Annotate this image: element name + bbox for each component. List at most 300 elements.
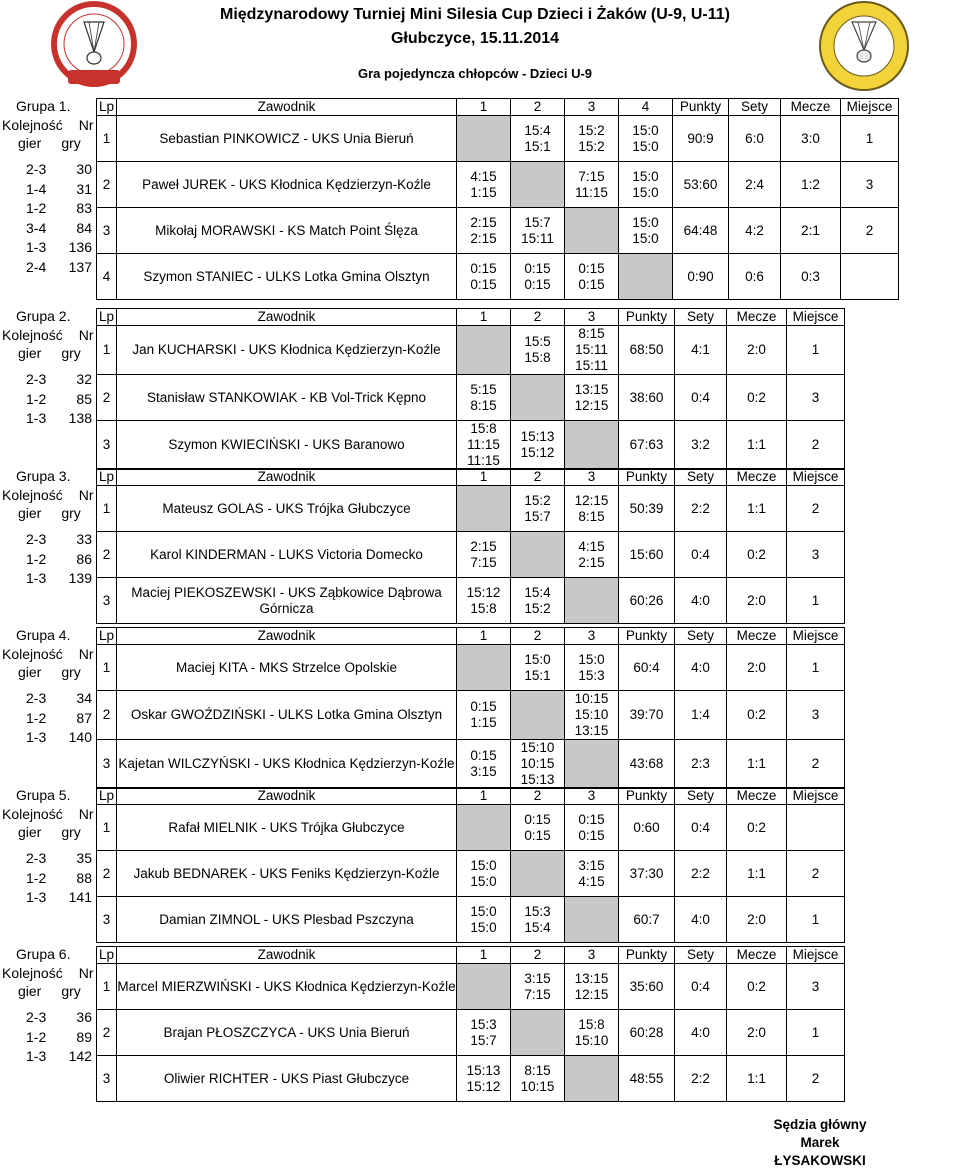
match-score: 8:15 15:11 15:11	[565, 326, 619, 375]
game-order-header	[2, 645, 96, 681]
diagonal-cell	[511, 851, 565, 897]
player-lp: 1	[97, 645, 117, 691]
category-title: Gra pojedyncza chłopców - Dzieci U-9	[357, 66, 593, 81]
player-place: 2	[787, 486, 845, 532]
player-matches: 2:1	[781, 208, 841, 254]
header-points: Punkty	[619, 469, 675, 486]
player-place: 2	[787, 421, 845, 470]
player-name: Oskar GWOŹDZIŃSKI - ULKS Lotka Gmina Olsztyn	[117, 691, 457, 740]
gry-label: gry	[61, 345, 81, 361]
group-label: Grupa 6.	[16, 946, 71, 962]
header-opponent-1: 1	[457, 309, 511, 326]
header-lp: Lp	[97, 309, 117, 326]
game-order-row	[0, 370, 96, 389]
results-table	[96, 627, 845, 789]
header-opponent-2: 2	[511, 469, 565, 486]
match-score: 15:4 15:2	[511, 578, 565, 624]
player-lp: 2	[97, 691, 117, 740]
player-sets: 4:0	[675, 1010, 727, 1056]
results-table	[96, 787, 845, 943]
game-order-row	[0, 689, 96, 708]
opolski-oddzial-logo	[808, 0, 918, 92]
player-sets: 0:4	[675, 532, 727, 578]
match-score: 4:15 2:15	[565, 532, 619, 578]
header-matches: Mecze	[781, 99, 841, 116]
player-place: 1	[787, 326, 845, 375]
player-lp: 3	[97, 1056, 117, 1102]
match-score: 15:4 15:1	[511, 116, 565, 162]
player-sets: 0:4	[675, 805, 727, 851]
game-number: 88	[76, 869, 92, 886]
results-table	[96, 468, 845, 624]
game-number: 36	[76, 1009, 92, 1025]
match-score: 2:15 7:15	[457, 532, 511, 578]
player-lp: 1	[97, 326, 117, 375]
match-score: 3:15 7:15	[511, 964, 565, 1010]
player-sets: 2:2	[675, 486, 727, 532]
gier-label: gier	[18, 664, 42, 680]
match-score: 15:8 15:10	[565, 1010, 619, 1056]
game-pair: 1-3	[26, 570, 47, 586]
player-matches: 1:1	[727, 1056, 787, 1102]
game-pair: 1-3	[26, 410, 47, 426]
player-points: 64:48	[673, 208, 729, 254]
player-name: Jakub BEDNAREK - UKS Feniks Kędzierzyn-Koźle	[117, 851, 457, 897]
header-opponent-3: 3	[565, 469, 619, 486]
game-order-row	[0, 258, 96, 277]
match-score: 0:15 0:15	[511, 254, 565, 300]
player-name: Brajan PŁOSZCZYCA - UKS Unia Bieruń	[117, 1010, 457, 1056]
header-player: Zawodnik	[117, 628, 457, 645]
game-number: 84	[76, 219, 92, 236]
player-sets: 2:2	[675, 1056, 727, 1102]
match-score: 15:12 15:8	[457, 578, 511, 624]
player-row	[97, 805, 845, 851]
player-matches: 0:3	[781, 254, 841, 300]
player-row	[97, 578, 845, 624]
player-lp: 3	[97, 740, 117, 789]
judge-name: Marek ŁYSAKOWSKI	[774, 1135, 866, 1168]
match-score: 15:3 15:4	[511, 897, 565, 943]
game-order-header	[2, 486, 96, 522]
header-matches: Mecze	[727, 788, 787, 805]
player-place: 1	[787, 1010, 845, 1056]
kolejnosc-label: Kolejność	[2, 965, 63, 981]
game-number: 137	[68, 258, 92, 275]
player-points: 43:68	[619, 740, 675, 789]
player-place	[787, 805, 845, 851]
player-points: 15:60	[619, 532, 675, 578]
group-label: Grupa 4.	[16, 627, 71, 643]
player-row	[97, 486, 845, 532]
player-sets: 4:2	[729, 208, 781, 254]
match-score: 15:0 15:0	[619, 116, 673, 162]
player-row	[97, 326, 845, 375]
player-matches: 3:0	[781, 116, 841, 162]
header-player: Zawodnik	[117, 788, 457, 805]
header-opponent-2: 2	[511, 99, 565, 116]
diagonal-cell	[511, 532, 565, 578]
game-order-row	[0, 849, 96, 868]
header-opponent-3: 3	[565, 628, 619, 645]
player-sets: 4:0	[675, 578, 727, 624]
header-points: Punkty	[619, 788, 675, 805]
player-lp: 3	[97, 421, 117, 470]
nr-label: Nr	[78, 965, 94, 981]
player-place: 2	[787, 851, 845, 897]
game-number: 138	[68, 410, 92, 426]
header-lp: Lp	[97, 628, 117, 645]
game-order-row	[0, 709, 96, 728]
player-place: 1	[787, 578, 845, 624]
player-name: Rafał MIELNIK - UKS Trójka Głubczyce	[117, 805, 457, 851]
player-place: 3	[787, 691, 845, 740]
header-lp: Lp	[97, 469, 117, 486]
game-pair: 2-3	[26, 531, 47, 547]
player-row	[97, 116, 899, 162]
gier-label: gier	[18, 505, 42, 521]
diagonal-cell	[619, 254, 673, 300]
player-sets: 2:4	[729, 162, 781, 208]
game-number: 34	[76, 690, 92, 706]
diagonal-cell	[457, 116, 511, 162]
match-score: 15:5 15:8	[511, 326, 565, 375]
header-opponent-3: 3	[565, 309, 619, 326]
player-matches: 1:1	[727, 851, 787, 897]
pzbad-logo	[40, 0, 138, 92]
game-order-row	[0, 390, 96, 409]
header-matches: Mecze	[727, 628, 787, 645]
header-opponent-1: 1	[457, 628, 511, 645]
player-points: 0:60	[619, 805, 675, 851]
player-lp: 1	[97, 964, 117, 1010]
diagonal-cell	[457, 805, 511, 851]
game-number: 33	[76, 531, 92, 547]
diagonal-cell	[565, 421, 619, 470]
group-label: Grupa 5.	[16, 787, 71, 803]
player-sets: 0:4	[675, 375, 727, 421]
gier-label: gier	[18, 824, 42, 840]
player-sets: 0:4	[675, 964, 727, 1010]
player-name: Oliwier RICHTER - UKS Piast Głubczyce	[117, 1056, 457, 1102]
game-order-header	[2, 116, 96, 152]
diagonal-cell	[511, 162, 565, 208]
player-lp: 2	[97, 162, 117, 208]
header-opponent-3: 3	[565, 947, 619, 964]
player-matches: 1:1	[727, 421, 787, 470]
game-pair: 1-3	[26, 729, 47, 745]
header-player: Zawodnik	[117, 469, 457, 486]
match-score: 15:0 15:3	[565, 645, 619, 691]
player-name: Marcel MIERZWIŃSKI - UKS Kłodnica Kędzierzyn-Koźle	[117, 964, 457, 1010]
game-pair: 1-3	[26, 889, 47, 905]
player-row	[97, 208, 899, 254]
match-score: 10:15 15:10 13:15	[565, 691, 619, 740]
match-score: 15:0 15:1	[511, 645, 565, 691]
player-name: Maciej PIEKOSZEWSKI - UKS Ząbkowice Dąbrowa Górnicza	[117, 578, 457, 624]
game-number: 142	[68, 1048, 92, 1064]
game-number: 85	[76, 390, 92, 407]
match-score: 15:3 15:7	[457, 1010, 511, 1056]
player-row	[97, 1010, 845, 1056]
game-pair: 1-3	[26, 1048, 47, 1064]
game-order-header	[2, 964, 96, 1000]
match-score: 0:15 0:15	[457, 254, 511, 300]
match-score: 15:2 15:2	[565, 116, 619, 162]
player-lp: 3	[97, 578, 117, 624]
game-number: 139	[68, 570, 92, 586]
judge-block	[760, 1116, 880, 1170]
player-row	[97, 645, 845, 691]
player-lp: 1	[97, 116, 117, 162]
header-place: Miejsce	[787, 788, 845, 805]
diagonal-cell	[457, 964, 511, 1010]
game-order-row	[0, 1047, 96, 1066]
diagonal-cell	[565, 208, 619, 254]
match-score: 0:15 0:15	[511, 805, 565, 851]
player-row	[97, 162, 899, 208]
player-row	[97, 254, 899, 300]
game-order-row	[0, 550, 96, 569]
game-number: 32	[76, 371, 92, 387]
player-place: 3	[787, 532, 845, 578]
game-order-row	[0, 530, 96, 549]
header-sets: Sety	[675, 309, 727, 326]
player-place: 1	[841, 116, 899, 162]
player-matches: 2:0	[727, 645, 787, 691]
player-points: 48:55	[619, 1056, 675, 1102]
header-place: Miejsce	[787, 469, 845, 486]
game-order-row	[0, 728, 96, 747]
header-opponent-2: 2	[511, 788, 565, 805]
match-score: 15:2 15:7	[511, 486, 565, 532]
game-order-row	[0, 160, 96, 179]
diagonal-cell	[457, 486, 511, 532]
game-pair: 2-3	[26, 690, 47, 706]
game-number: 83	[76, 200, 92, 216]
header-points: Punkty	[619, 628, 675, 645]
header-opponent-1: 1	[457, 788, 511, 805]
game-pair: 1-2	[26, 869, 47, 886]
player-sets: 4:0	[675, 897, 727, 943]
game-pair: 2-4	[26, 258, 47, 275]
judge-title: Sędzia główny	[773, 1117, 867, 1132]
game-pair: 2-3	[26, 1009, 47, 1025]
diagonal-cell	[511, 375, 565, 421]
player-sets: 0:6	[729, 254, 781, 300]
player-points: 53:60	[673, 162, 729, 208]
header-opponent-2: 2	[511, 947, 565, 964]
game-order-header	[2, 326, 96, 362]
player-place: 3	[841, 162, 899, 208]
header-points: Punkty	[673, 99, 729, 116]
header-opponent-4: 4	[619, 99, 673, 116]
header-player: Zawodnik	[117, 309, 457, 326]
game-order-row	[0, 238, 96, 257]
game-pair: 2-3	[26, 161, 47, 177]
player-name: Mikołaj MORAWSKI - KS Match Point Ślęza	[117, 208, 457, 254]
tournament-title: Międzynarodowy Turniej Mini Silesia Cup Dzieci i Żaków (U-9, U-11)	[219, 6, 730, 23]
player-points: 68:50	[619, 326, 675, 375]
diagonal-cell	[457, 326, 511, 375]
match-score: 13:15 12:15	[565, 375, 619, 421]
gry-label: gry	[61, 983, 81, 999]
match-score: 12:15 8:15	[565, 486, 619, 532]
header-opponent-1: 1	[457, 947, 511, 964]
player-points: 67:63	[619, 421, 675, 470]
header-player: Zawodnik	[117, 99, 457, 116]
header-lp: Lp	[97, 99, 117, 116]
player-name: Szymon STANIEC - ULKS Lotka Gmina Olsztyn	[117, 254, 457, 300]
player-matches: 2:0	[727, 897, 787, 943]
place-date: Głubczyce, 15.11.2014	[390, 30, 560, 47]
player-lp: 2	[97, 375, 117, 421]
player-sets: 2:2	[675, 851, 727, 897]
kolejnosc-label: Kolejność	[2, 806, 63, 822]
game-order-row	[0, 869, 96, 888]
nr-label: Nr	[78, 806, 94, 822]
gry-label: gry	[61, 824, 81, 840]
player-matches: 2:0	[727, 578, 787, 624]
match-score: 0:15 1:15	[457, 691, 511, 740]
header-place: Miejsce	[841, 99, 899, 116]
player-matches: 0:2	[727, 532, 787, 578]
game-pair: 1-2	[26, 200, 47, 216]
game-pair: 1-2	[26, 390, 47, 407]
gry-label: gry	[61, 505, 81, 521]
header-opponent-1: 1	[457, 99, 511, 116]
nr-label: Nr	[78, 327, 94, 343]
game-order-row	[0, 1008, 96, 1027]
player-row	[97, 851, 845, 897]
nr-label: Nr	[78, 646, 94, 662]
player-lp: 1	[97, 486, 117, 532]
match-score: 15:13 15:12	[511, 421, 565, 470]
kolejnosc-label: Kolejność	[2, 487, 63, 503]
game-number: 35	[76, 850, 92, 866]
game-order-row	[0, 409, 96, 428]
match-score: 15:13 15:12	[457, 1056, 511, 1102]
game-pair: 1-2	[26, 1028, 47, 1045]
match-score: 15:10 10:15 15:13	[511, 740, 565, 789]
kolejnosc-label: Kolejność	[2, 327, 63, 343]
game-number: 136	[68, 239, 92, 255]
match-score: 3:15 4:15	[565, 851, 619, 897]
game-order-row	[0, 569, 96, 588]
player-lp: 1	[97, 805, 117, 851]
diagonal-cell	[457, 645, 511, 691]
header-place: Miejsce	[787, 628, 845, 645]
header-sets: Sety	[675, 788, 727, 805]
group-label: Grupa 2.	[16, 308, 71, 324]
game-pair: 3-4	[26, 219, 47, 236]
group-label: Grupa 1.	[16, 98, 71, 114]
player-name: Mateusz GOLAS - UKS Trójka Głubczyce	[117, 486, 457, 532]
game-number: 89	[76, 1028, 92, 1045]
player-lp: 2	[97, 851, 117, 897]
header-opponent-2: 2	[511, 309, 565, 326]
match-score: 15:0 15:0	[457, 851, 511, 897]
player-points: 60:28	[619, 1010, 675, 1056]
match-score: 13:15 12:15	[565, 964, 619, 1010]
player-matches: 1:1	[727, 486, 787, 532]
match-score: 15:8 11:15 11:15	[457, 421, 511, 470]
player-place: 2	[841, 208, 899, 254]
header-points: Punkty	[619, 309, 675, 326]
game-order-row	[0, 199, 96, 218]
match-score: 15:0 15:0	[457, 897, 511, 943]
player-name: Szymon KWIECIŃSKI - UKS Baranowo	[117, 421, 457, 470]
player-lp: 3	[97, 897, 117, 943]
player-place: 3	[787, 375, 845, 421]
player-name: Paweł JUREK - UKS Kłodnica Kędzierzyn-Koźle	[117, 162, 457, 208]
player-name: Maciej KITA - MKS Strzelce Opolskie	[117, 645, 457, 691]
player-lp: 3	[97, 208, 117, 254]
header-matches: Mecze	[727, 947, 787, 964]
gier-label: gier	[18, 345, 42, 361]
player-row	[97, 964, 845, 1010]
header-place: Miejsce	[787, 947, 845, 964]
match-score: 2:15 2:15	[457, 208, 511, 254]
game-order-row	[0, 219, 96, 238]
player-place	[841, 254, 899, 300]
diagonal-cell	[565, 578, 619, 624]
game-order-row	[0, 1028, 96, 1047]
diagonal-cell	[511, 691, 565, 740]
header-lp: Lp	[97, 788, 117, 805]
player-row	[97, 421, 845, 470]
game-pair: 1-3	[26, 239, 47, 255]
game-order-row	[0, 888, 96, 907]
player-sets: 3:2	[675, 421, 727, 470]
game-pair: 1-2	[26, 709, 47, 726]
diagonal-cell	[565, 740, 619, 789]
player-name: Damian ZIMNOL - UKS Plesbad Pszczyna	[117, 897, 457, 943]
player-lp: 2	[97, 1010, 117, 1056]
header-sets: Sety	[675, 628, 727, 645]
header-player: Zawodnik	[117, 947, 457, 964]
player-matches: 2:0	[727, 326, 787, 375]
kolejnosc-label: Kolejność	[2, 646, 63, 662]
kolejnosc-label: Kolejność	[2, 117, 63, 133]
player-lp: 4	[97, 254, 117, 300]
header-place: Miejsce	[787, 309, 845, 326]
player-row	[97, 532, 845, 578]
header-sets: Sety	[675, 947, 727, 964]
header-opponent-3: 3	[565, 788, 619, 805]
match-score: 15:7 15:11	[511, 208, 565, 254]
match-score: 0:15 0:15	[565, 805, 619, 851]
gry-label: gry	[61, 664, 81, 680]
player-place: 1	[787, 645, 845, 691]
player-sets: 6:0	[729, 116, 781, 162]
header-sets: Sety	[729, 99, 781, 116]
player-lp: 2	[97, 532, 117, 578]
player-sets: 2:3	[675, 740, 727, 789]
player-row	[97, 375, 845, 421]
player-row	[97, 1056, 845, 1102]
game-pair: 1-4	[26, 180, 47, 197]
nr-label: Nr	[78, 117, 94, 133]
diagonal-cell	[565, 1056, 619, 1102]
match-score: 0:15 3:15	[457, 740, 511, 789]
results-table	[96, 946, 845, 1102]
player-points: 38:60	[619, 375, 675, 421]
game-order-header	[2, 805, 96, 841]
player-sets: 1:4	[675, 691, 727, 740]
player-place: 3	[787, 964, 845, 1010]
match-score: 0:15 0:15	[565, 254, 619, 300]
